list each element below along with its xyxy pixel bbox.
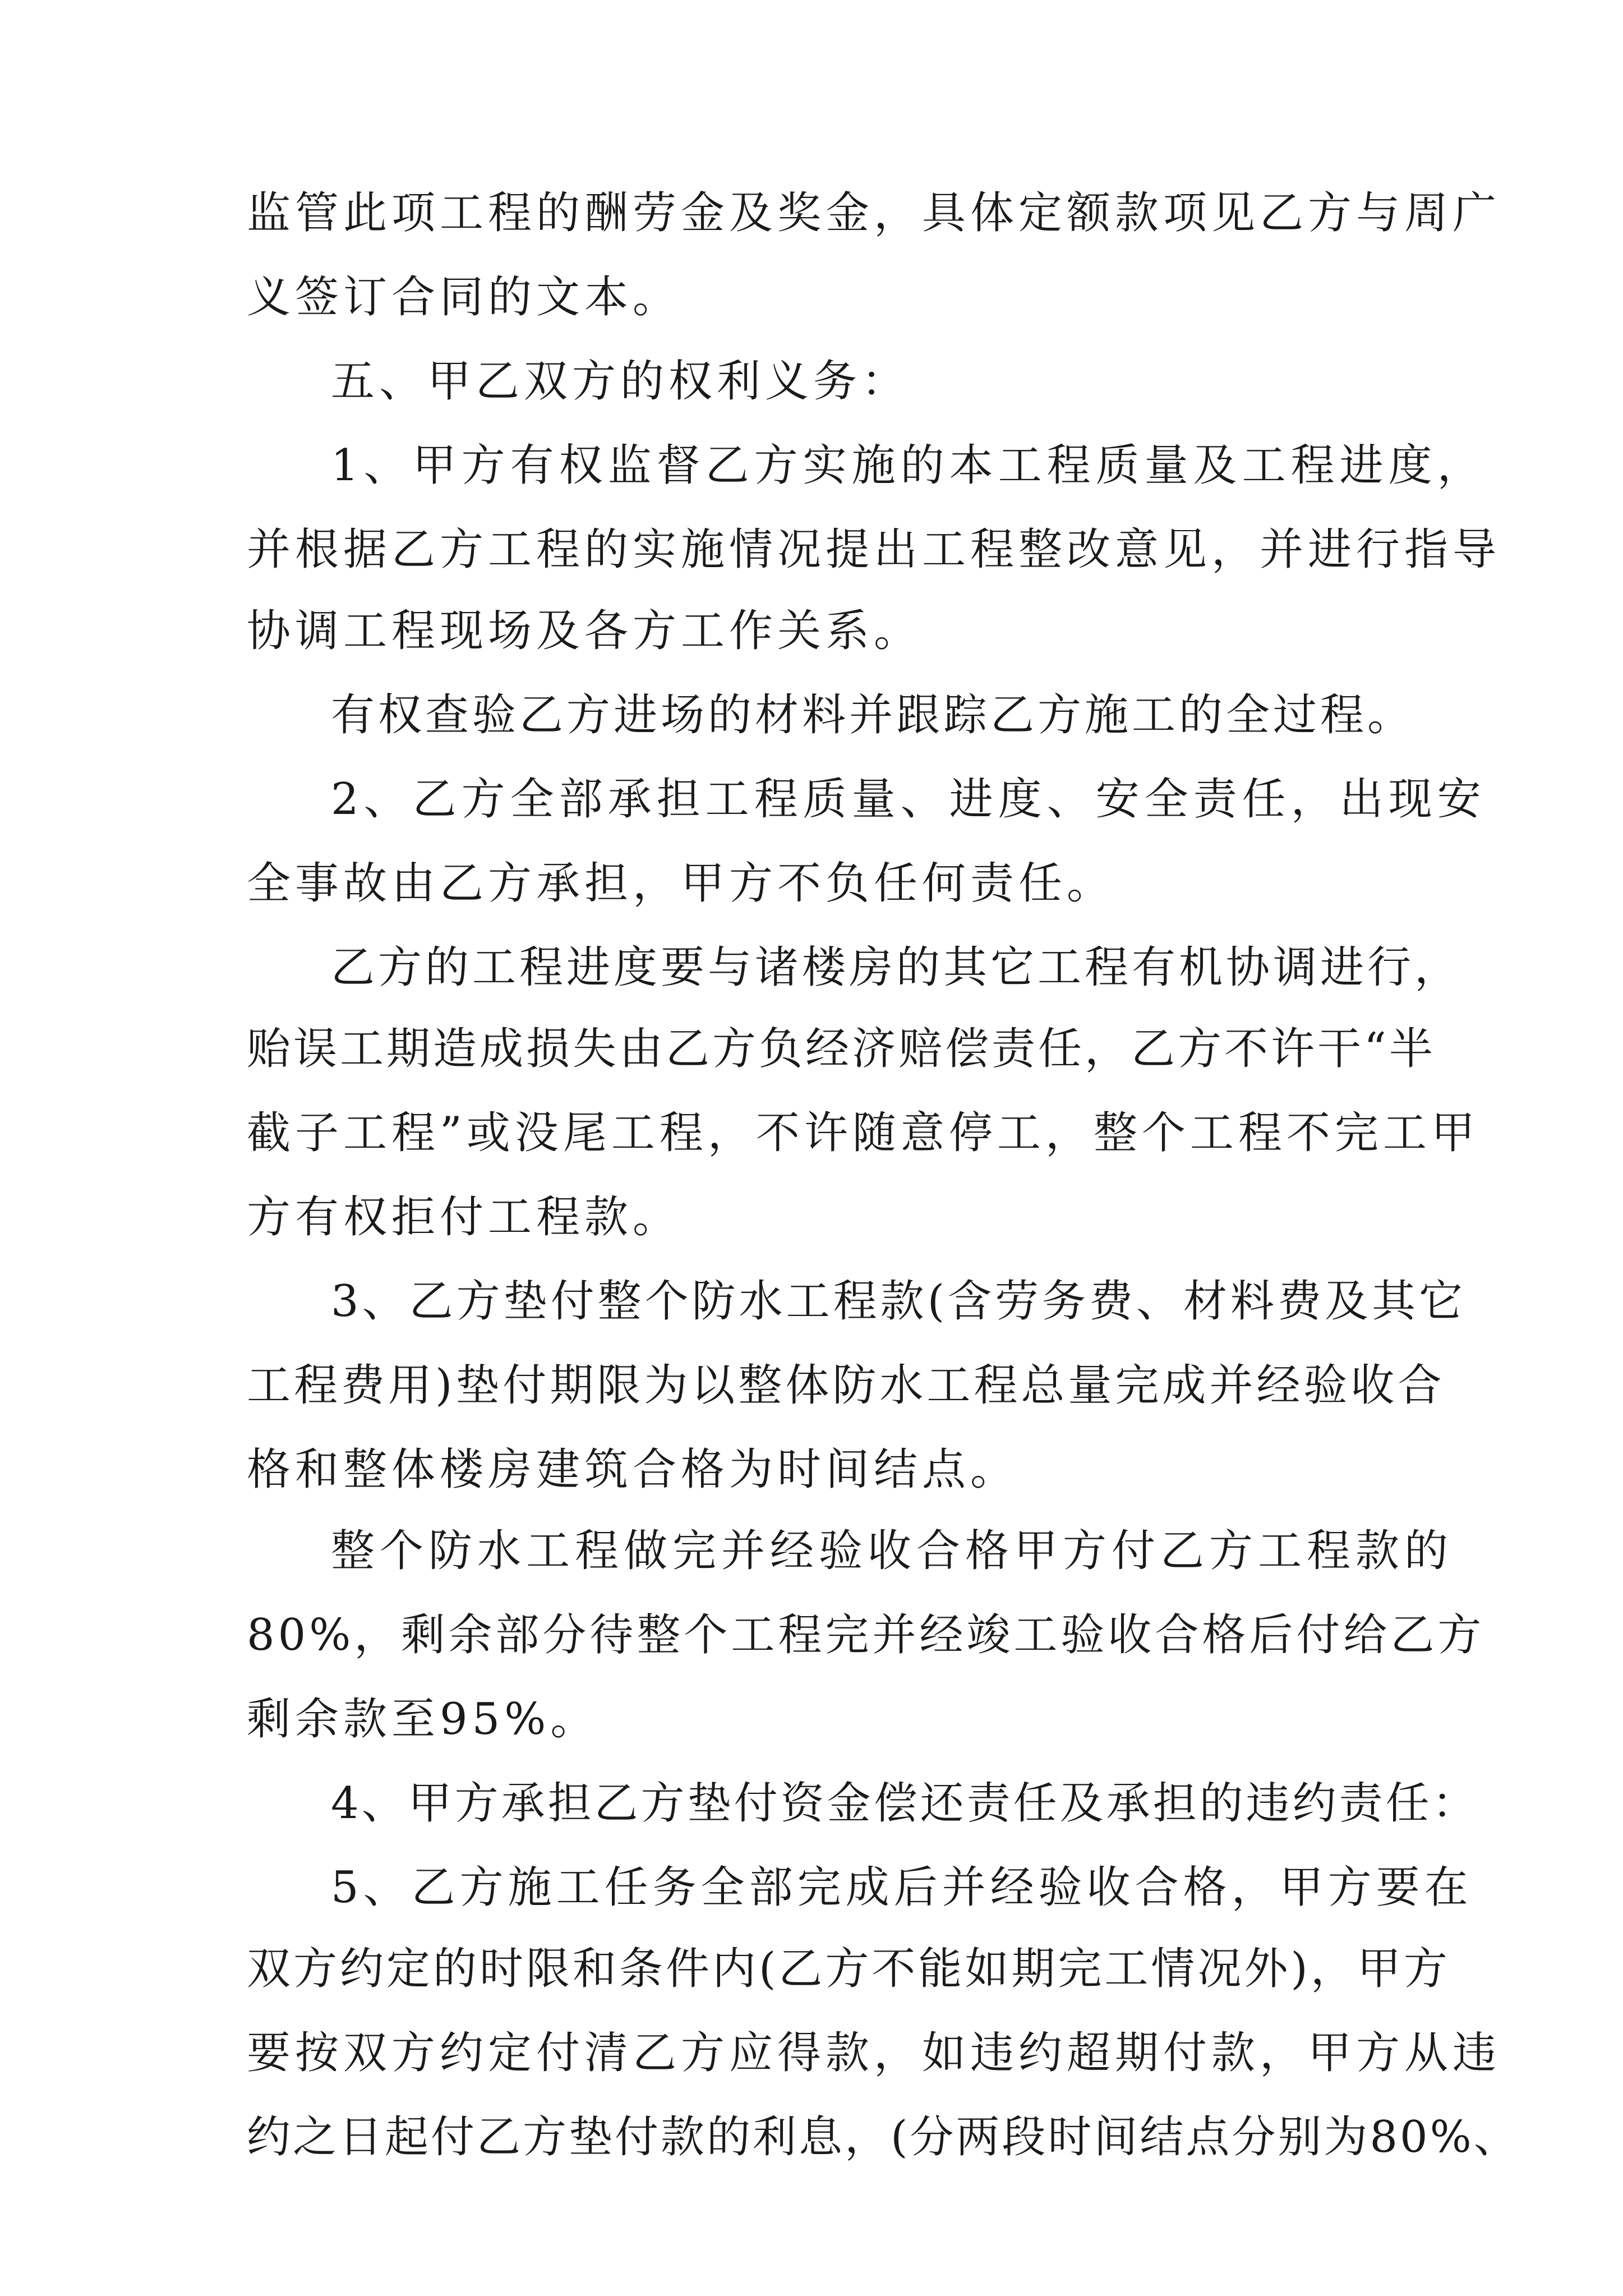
text-line: 乙方的工程进度要与诸楼房的其它工程有机协调进行，	[331, 942, 1462, 993]
text-line: 要按双方约定付清乙方应得款，如违约超期付款，甲方从违	[247, 2028, 1501, 2078]
text-line: 1、甲方有权监督乙方实施的本工程质量及工程进度，	[331, 440, 1486, 491]
text-line: 2、乙方全部承担工程质量、进度、安全责任，出现安	[331, 774, 1486, 825]
text-line: 工程费用)垫付期限为以整体防水工程总量完成并经验收合	[247, 1360, 1445, 1411]
text-line: 贻误工期造成损失由乙方负经济赔偿责任，乙方不许干“半	[247, 1024, 1436, 1074]
text-line: 约之日起付乙方垫付款的利息，(分两段时间结点分别为80%、	[247, 2112, 1520, 2162]
text-line: 并根据乙方工程的实施情况提出工程整改意见，并进行指导	[247, 524, 1501, 575]
text-line: 协调工程现场及各方工作关系。	[247, 606, 923, 656]
text-line: 80%，剩余部分待整个工程完并经竣工验收合格后付给乙方	[247, 1610, 1485, 1660]
text-line: 双方约定的时限和条件内(乙方不能如期完工情况外)，甲方	[247, 1944, 1450, 1994]
text-line: 3、乙方垫付整个防水工程款(含劳务费、材料费及其它	[331, 1276, 1467, 1327]
text-line: 整个防水工程做完并经验收合格甲方付乙方工程款的	[331, 1526, 1454, 1576]
text-line: 5、乙方施工任务全部完成后并经验收合格，甲方要在	[331, 1862, 1473, 1913]
text-line: 全事故由乙方承担，甲方不负任何责任。	[247, 858, 1115, 909]
text-line: 剩余款至95%。	[247, 1694, 599, 1745]
text-line: 截子工程”或没尾工程，不许随意停工，整个工程不完工甲	[247, 1108, 1479, 1158]
text-line: 有权查验乙方进场的材料并跟踪乙方施工的全过程。	[331, 690, 1415, 740]
text-line: 监管此项工程的酬劳金及奖金，具体定额款项见乙方与周广	[247, 188, 1501, 238]
text-line: 义签订合同的文本。	[247, 272, 681, 323]
text-line: 方有权拒付工程款。	[247, 1192, 681, 1243]
text-line: 格和整体楼房建筑合格为时间结点。	[247, 1444, 1019, 1495]
text-line: 4、甲方承担乙方垫付资金偿还责任及承担的违约责任：	[331, 1778, 1479, 1829]
section-heading: 五、甲乙双方的权利义务：	[331, 356, 910, 407]
